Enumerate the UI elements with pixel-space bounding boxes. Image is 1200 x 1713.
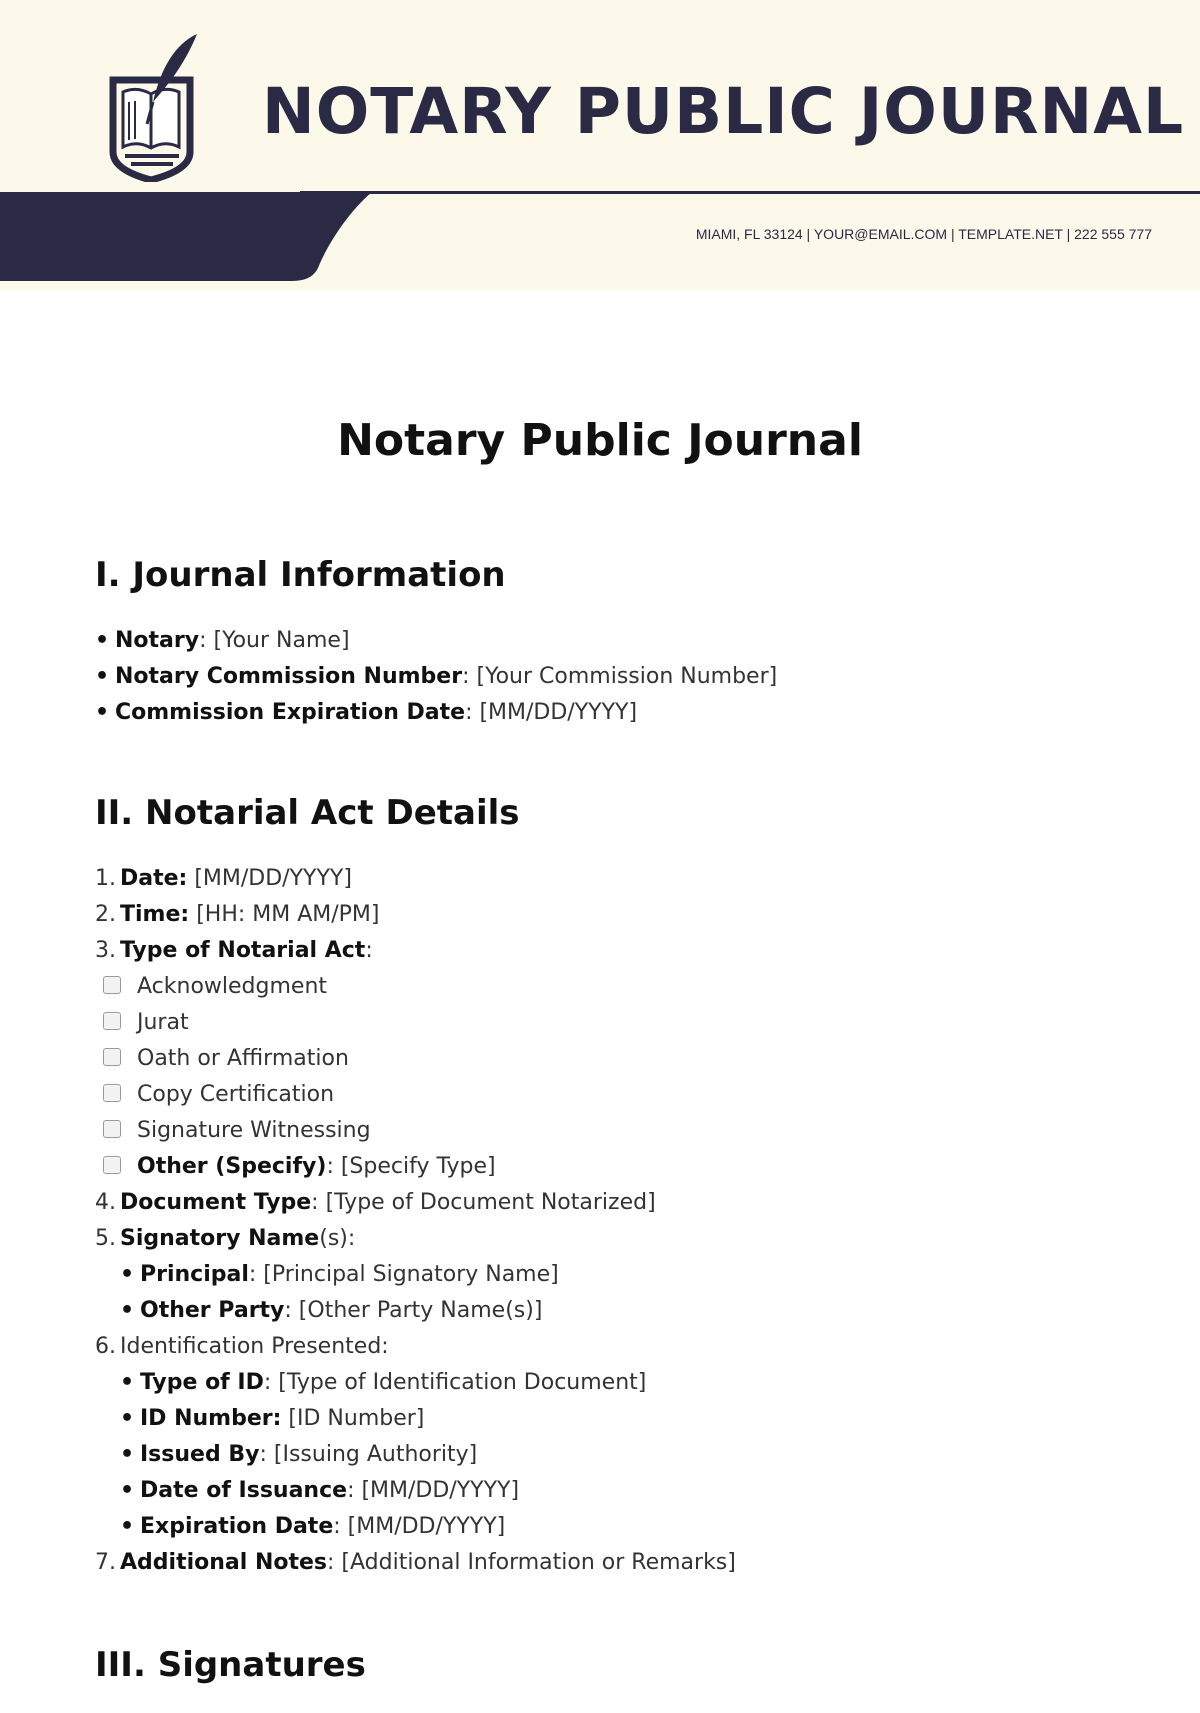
item-number: 6. xyxy=(95,1334,116,1359)
numbered-item-act-type xyxy=(95,933,1135,969)
letterhead xyxy=(0,0,1200,290)
field-label: Other Party xyxy=(140,1298,285,1323)
field-value: : [Issuing Authority] xyxy=(259,1442,478,1467)
field-value: (s): xyxy=(319,1226,356,1251)
field-label: Date: xyxy=(120,866,188,891)
checkbox[interactable] xyxy=(103,1084,121,1102)
field-value: [ID Number] xyxy=(281,1406,425,1431)
field-label: ID Number: xyxy=(140,1406,282,1431)
item-number: 5. xyxy=(95,1226,116,1251)
list-item xyxy=(95,1473,1135,1509)
checkbox-label: Oath or Affirmation xyxy=(137,1046,349,1071)
list-item xyxy=(95,659,1135,695)
field-value: : xyxy=(365,938,373,963)
field-value: : [Specify Type] xyxy=(326,1154,496,1179)
field-value: [MM/DD/YYYY] xyxy=(187,866,352,891)
field-label: Principal xyxy=(140,1262,249,1287)
field-label: Time: xyxy=(120,902,190,927)
checkbox-label: Signature Witnessing xyxy=(137,1118,371,1143)
numbered-item-identification xyxy=(95,1329,1135,1365)
bullet-icon: • xyxy=(95,700,110,725)
checkbox[interactable] xyxy=(103,1048,121,1066)
checkbox-option-acknowledgment[interactable] xyxy=(95,969,1135,1005)
bullet-icon: • xyxy=(120,1514,135,1539)
section-heading-signatures: III. Signatures xyxy=(95,1645,366,1685)
field-value: : [Type of Document Notarized] xyxy=(311,1190,656,1215)
field-value: : [MM/DD/YYYY] xyxy=(465,700,638,725)
bullet-icon: • xyxy=(95,664,110,689)
field-label: Other (Specify) xyxy=(137,1154,327,1179)
field-value: : [Your Name] xyxy=(199,628,350,653)
document-body xyxy=(95,555,1135,1713)
bullet-icon: • xyxy=(120,1406,135,1431)
bullet-icon: • xyxy=(120,1442,135,1467)
field-value: : [Principal Signatory Name] xyxy=(248,1262,559,1287)
checkbox-option-signature-witnessing[interactable] xyxy=(95,1113,1135,1149)
brand-title: NOTARY PUBLIC JOURNAL xyxy=(262,75,1185,148)
book-quill-shield-icon xyxy=(105,32,205,182)
item-number: 2. xyxy=(95,902,116,927)
checkbox-option-jurat[interactable] xyxy=(95,1005,1135,1041)
field-label: Expiration Date xyxy=(140,1514,334,1539)
checkbox-option-oath[interactable] xyxy=(95,1041,1135,1077)
field-value: : [Your Commission Number] xyxy=(462,664,778,689)
checkbox-label: Acknowledgment xyxy=(137,974,328,999)
section-heading-notarial-act-details: II. Notarial Act Details xyxy=(95,793,520,833)
field-label: Notary Commission Number xyxy=(115,664,463,689)
checkbox[interactable] xyxy=(103,1156,121,1174)
checkbox[interactable] xyxy=(103,1012,121,1030)
contact-line: MIAMI, FL 33124 | YOUR@EMAIL.COM | TEMPLATE.NET | 222 555 777 xyxy=(695,226,1152,242)
field-value: : [MM/DD/YYYY] xyxy=(347,1478,520,1503)
bullet-icon: • xyxy=(120,1478,135,1503)
field-label: Commission Expiration Date xyxy=(115,700,466,725)
field-value: [HH: MM AM/PM] xyxy=(189,902,380,927)
checkbox-label: Jurat xyxy=(137,1010,189,1035)
field-label: Type of ID xyxy=(140,1370,264,1395)
field-label: Date of Issuance xyxy=(140,1478,348,1503)
checkbox-option-copy-certification[interactable] xyxy=(95,1077,1135,1113)
item-number: 1. xyxy=(95,866,116,891)
list-item xyxy=(95,1437,1135,1473)
list-item xyxy=(95,1293,1135,1329)
numbered-item-date xyxy=(95,861,1135,897)
field-value: : [Other Party Name(s)] xyxy=(284,1298,543,1323)
checkbox[interactable] xyxy=(103,1120,121,1138)
list-item xyxy=(95,1509,1135,1545)
list-item xyxy=(95,695,1135,731)
field-label: Signatory Name xyxy=(120,1226,320,1251)
page-title: Notary Public Journal xyxy=(337,415,863,466)
numbered-item-signatory xyxy=(95,1221,1135,1257)
field-label: Identification Presented: xyxy=(120,1334,389,1359)
list-item xyxy=(95,623,1135,659)
numbered-item-time xyxy=(95,897,1135,933)
field-label: Type of Notarial Act xyxy=(120,938,366,963)
field-value: : [MM/DD/YYYY] xyxy=(333,1514,506,1539)
list-item xyxy=(95,1257,1135,1293)
item-number: 3. xyxy=(95,938,116,963)
field-label: Document Type xyxy=(120,1190,312,1215)
numbered-item-additional-notes xyxy=(95,1545,1135,1581)
field-label: Notary xyxy=(115,628,200,653)
field-label: Issued By xyxy=(140,1442,260,1467)
field-value: : [Additional Information or Remarks] xyxy=(327,1550,736,1575)
field-label: Additional Notes xyxy=(120,1550,328,1575)
bullet-icon: • xyxy=(120,1298,135,1323)
section-heading-journal-information: I. Journal Information xyxy=(95,555,506,595)
checkbox-label: Copy Certification xyxy=(137,1082,335,1107)
bullet-icon: • xyxy=(120,1370,135,1395)
checkbox-option-other[interactable] xyxy=(95,1149,1135,1185)
item-number: 4. xyxy=(95,1190,116,1215)
checkbox[interactable] xyxy=(103,976,121,994)
field-value: : [Type of Identification Document] xyxy=(263,1370,647,1395)
list-item xyxy=(95,1401,1135,1437)
item-number: 7. xyxy=(95,1550,116,1575)
bullet-icon: • xyxy=(95,628,110,653)
list-item xyxy=(95,1365,1135,1401)
numbered-item-document-type xyxy=(95,1185,1135,1221)
bullet-icon: • xyxy=(120,1262,135,1287)
